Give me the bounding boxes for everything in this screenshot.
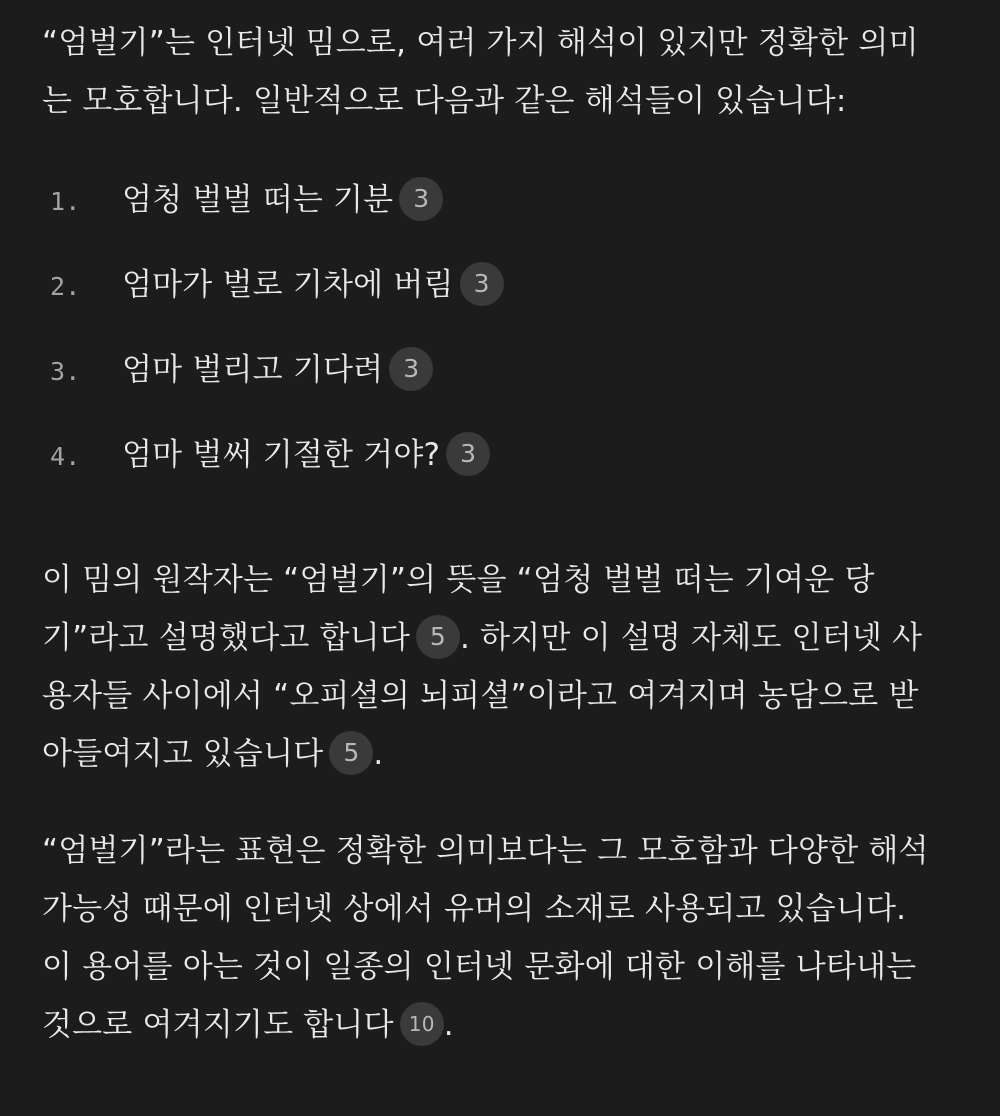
intro-line-2: 는 모호합니다. 일반적으로 다음과 같은 해석들이 있습니다: bbox=[42, 83, 847, 119]
origin-paragraph bbox=[42, 559, 922, 776]
list-item-text: 엄청 벌벌 떠는 기분 bbox=[122, 182, 394, 218]
origin-line-1: 이 밈의 원작자는 “엄벌기”의 뜻을 “엄청 벌벌 떠는 기여운 당 bbox=[42, 562, 875, 598]
intro-paragraph bbox=[42, 22, 919, 123]
citation-badge[interactable]: 5 bbox=[416, 615, 460, 659]
origin-line-4: 아들여지고 있습니다 5 . bbox=[42, 733, 922, 776]
citation-badge[interactable]: 3 bbox=[389, 347, 433, 391]
citation-badge[interactable]: 5 bbox=[329, 731, 373, 775]
citation-badge[interactable]: 3 bbox=[399, 177, 443, 221]
list-item-text: 엄마 벌리고 기다려 bbox=[122, 352, 384, 388]
list-number: 3. bbox=[50, 357, 81, 386]
usage-paragraph bbox=[42, 830, 929, 1047]
usage-line-2: 가능성 때문에 인터넷 상에서 유머의 소재로 사용되고 있습니다. bbox=[42, 891, 907, 927]
list-number: 2. bbox=[50, 272, 81, 301]
list-number: 4. bbox=[50, 442, 81, 471]
citation-badge[interactable]: 10 bbox=[400, 1002, 444, 1046]
origin-line-3: 용자들 사이에서 “오피셜의 뇌피셜”이라고 여겨지며 농담으로 받 bbox=[42, 678, 919, 714]
intro-line-1: “엄벌기”는 인터넷 밈으로, 여러 가지 해석이 있지만 정확한 의미 bbox=[42, 25, 919, 61]
list-item-text: 엄마가 벌로 기차에 버림 bbox=[122, 267, 454, 303]
usage-line-1: “엄벌기”라는 표현은 정확한 의미보다는 그 모호함과 다양한 해석 bbox=[42, 833, 929, 869]
origin-line-2: 기”라고 설명했다고 합니다 5 . 하지만 이 설명 자체도 인터넷 사 bbox=[42, 617, 922, 660]
usage-line-4: 것으로 여겨지기도 합니다 10 . bbox=[42, 1004, 929, 1047]
list-number: 1. bbox=[50, 187, 81, 216]
list-item-text: 엄마 벌써 기절한 거야? bbox=[122, 437, 441, 473]
citation-badge[interactable]: 3 bbox=[460, 262, 504, 306]
usage-line-3: 이 용어를 아는 것이 일종의 인터넷 문화에 대한 이해를 나타내는 bbox=[42, 949, 917, 985]
citation-badge[interactable]: 3 bbox=[446, 432, 490, 476]
